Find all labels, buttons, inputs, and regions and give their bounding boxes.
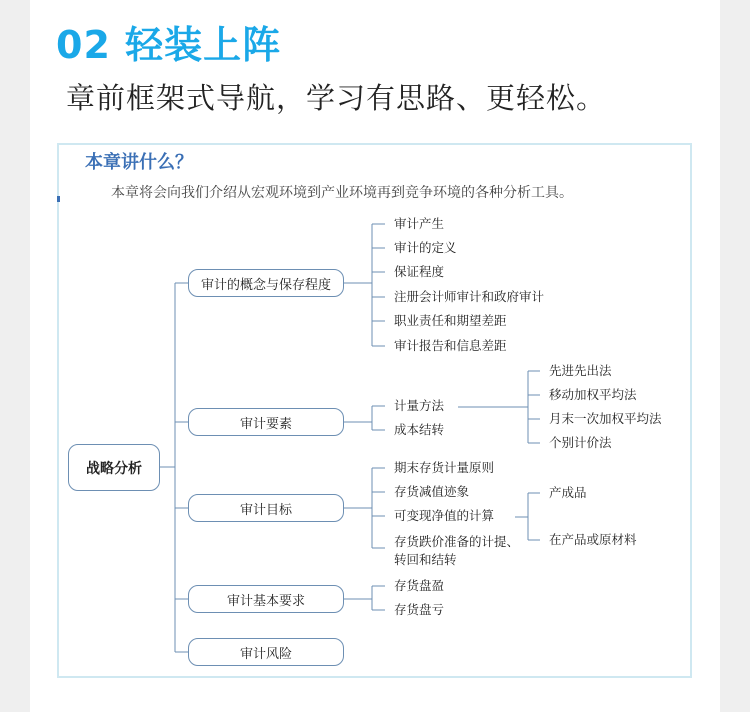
leaf-item: 期末存货计量原则 — [394, 460, 495, 475]
leaf-item: 保证程度 — [394, 264, 445, 279]
chapter-description: 本章将会向我们介绍从宏观环境到产业环境再到竞争环境的各种分析工具。 — [111, 185, 573, 201]
sub-leaf-item: 个别计价法 — [549, 435, 612, 450]
leaf-item: 转回和结转 — [394, 552, 457, 567]
mindmap-branch-elements: 审计要素 — [188, 408, 344, 436]
leaf-item: 审计的定义 — [394, 240, 457, 255]
sub-leaf-item: 产成品 — [549, 485, 587, 500]
sub-leaf-item: 在产品或原材料 — [549, 532, 637, 547]
leaf-item: 审计报告和信息差距 — [394, 338, 507, 353]
mindmap-branch-concept: 审计的概念与保存程度 — [188, 269, 344, 297]
leaf-item: 计量方法 — [394, 398, 445, 413]
section-title: 轻装上阵 — [125, 23, 282, 67]
mindmap-branch-risk: 审计风险 — [188, 638, 344, 666]
section-subtitle: 章前框架式导航，学习有思路、更轻松。 — [66, 81, 607, 115]
leaf-item: 成本结转 — [394, 422, 445, 437]
section-number: 02 — [56, 23, 111, 67]
leaf-item: 存货盘盈 — [394, 578, 445, 593]
chapter-question: 本章讲什么？ — [85, 152, 193, 173]
sub-leaf-item: 移动加权平均法 — [549, 387, 637, 402]
mindmap-root: 战略分析 — [68, 444, 160, 491]
leaf-item: 注册会计师审计和政府审计 — [394, 289, 545, 304]
leaf-item: 存货减值迹象 — [394, 484, 470, 499]
leaf-item: 职业责任和期望差距 — [394, 313, 507, 328]
leaf-item: 审计产生 — [394, 216, 445, 231]
sub-leaf-item: 先进先出法 — [549, 363, 612, 378]
leaf-item: 存货盘亏 — [394, 602, 445, 617]
leaf-item: 存货跌价准备的计提、 — [394, 534, 520, 549]
sub-leaf-item: 月末一次加权平均法 — [549, 411, 662, 426]
leaf-item: 可变现净值的计算 — [394, 508, 495, 523]
mindmap-branch-requirements: 审计基本要求 — [188, 585, 344, 613]
mindmap-branch-objectives: 审计目标 — [188, 494, 344, 522]
